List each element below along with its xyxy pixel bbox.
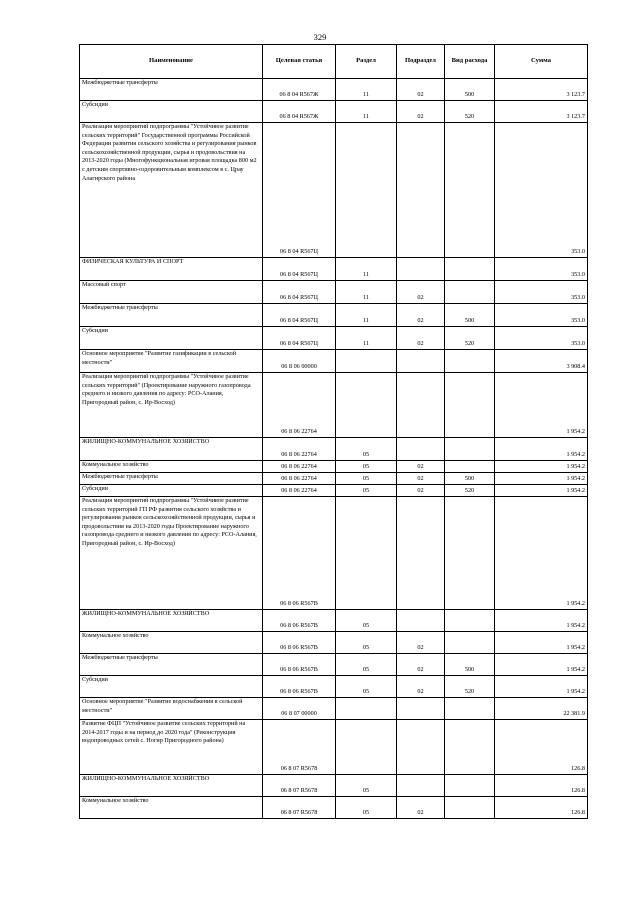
cell-expense-type: 520	[445, 101, 495, 123]
cell-name: Субсидии	[80, 676, 263, 698]
cell-name: Межбюджетные трансферты	[80, 473, 263, 485]
cell-expense-type	[445, 438, 495, 461]
cell-expense-type: 520	[445, 485, 495, 497]
header-expense-type: Вид расхода	[445, 45, 495, 79]
cell-target-article: 06 8 07 00000	[263, 698, 336, 720]
table-row	[80, 304, 588, 327]
table-row	[80, 485, 588, 497]
cell-section: 05	[336, 797, 397, 819]
cell-amount: 3 123.7	[495, 79, 588, 101]
cell-target-article: 06 8 06 22764	[263, 485, 336, 497]
cell-subsection: 02	[397, 654, 445, 676]
cell-amount: 1 954.2	[495, 610, 588, 632]
header-section: Раздел	[336, 45, 397, 79]
cell-amount: 126.8	[495, 775, 588, 797]
cell-target-article: 06 8 06 R567В	[263, 610, 336, 632]
cell-section: 11	[336, 258, 397, 281]
cell-expense-type: 500	[445, 79, 495, 101]
table-row	[80, 698, 588, 720]
cell-subsection: 02	[397, 327, 445, 350]
table-row	[80, 350, 588, 373]
cell-expense-type	[445, 373, 495, 438]
table-row	[80, 473, 588, 485]
cell-target-article: 06 8 04 R567Ж	[263, 101, 336, 123]
cell-target-article: 06 8 04 R567Ц	[263, 327, 336, 350]
table-row	[80, 258, 588, 281]
table-row	[80, 632, 588, 654]
cell-subsection: 02	[397, 797, 445, 819]
cell-expense-type	[445, 281, 495, 304]
cell-target-article: 06 8 04 R567Ц	[263, 281, 336, 304]
cell-subsection: 02	[397, 473, 445, 485]
cell-target-article: 06 8 04 R567Ц	[263, 258, 336, 281]
cell-section: 05	[336, 676, 397, 698]
cell-subsection: 02	[397, 676, 445, 698]
cell-section: 05	[336, 775, 397, 797]
cell-expense-type	[445, 258, 495, 281]
cell-amount: 126.8	[495, 720, 588, 775]
cell-expense-type	[445, 632, 495, 654]
cell-amount: 353.0	[495, 281, 588, 304]
table-row	[80, 438, 588, 461]
cell-section: 11	[336, 281, 397, 304]
cell-name: Коммунальное хозяйство	[80, 461, 263, 473]
table-row	[80, 676, 588, 698]
cell-name: ЖИЛИЩНО-КОММУНАЛЬНОЕ ХОЗЯЙСТВО	[80, 438, 263, 461]
cell-amount: 353.0	[495, 327, 588, 350]
header-name: Наименование	[80, 45, 263, 79]
cell-subsection: 02	[397, 632, 445, 654]
budget-table	[79, 44, 588, 819]
table-row	[80, 101, 588, 123]
header-target-article: Целевая статья	[263, 45, 336, 79]
cell-expense-type	[445, 123, 495, 258]
cell-section: 11	[336, 101, 397, 123]
cell-amount: 1 954.2	[495, 438, 588, 461]
cell-section: 05	[336, 632, 397, 654]
cell-amount: 1 954.2	[495, 473, 588, 485]
table-row	[80, 610, 588, 632]
page-number: 329	[313, 32, 327, 42]
cell-amount: 1 954.2	[495, 373, 588, 438]
cell-name: Субсидии	[80, 327, 263, 350]
cell-expense-type: 500	[445, 654, 495, 676]
cell-amount: 3 908.4	[495, 350, 588, 373]
table-row	[80, 654, 588, 676]
cell-subsection	[397, 720, 445, 775]
cell-expense-type: 520	[445, 676, 495, 698]
cell-section: 11	[336, 304, 397, 327]
cell-subsection	[397, 258, 445, 281]
cell-amount: 1 954.2	[495, 632, 588, 654]
cell-section: 05	[336, 654, 397, 676]
cell-expense-type	[445, 797, 495, 819]
cell-section	[336, 350, 397, 373]
cell-amount: 1 954.2	[495, 676, 588, 698]
cell-amount: 353.0	[495, 258, 588, 281]
table-body	[80, 79, 588, 819]
cell-name: Коммунальное хозяйство	[80, 797, 263, 819]
cell-amount: 353.0	[495, 123, 588, 258]
header-subsection: Подраздел	[397, 45, 445, 79]
cell-target-article: 06 8 06 R567В	[263, 676, 336, 698]
cell-name: Субсидии	[80, 101, 263, 123]
cell-subsection: 02	[397, 281, 445, 304]
cell-target-article: 06 8 07 R5678	[263, 720, 336, 775]
cell-name: Основное мероприятие "Развитие газификации в сельской местности"	[80, 350, 263, 373]
cell-expense-type	[445, 497, 495, 610]
cell-name: ЖИЛИЩНО-КОММУНАЛЬНОЕ ХОЗЯЙСТВО	[80, 775, 263, 797]
cell-section	[336, 373, 397, 438]
cell-subsection	[397, 123, 445, 258]
table-row	[80, 79, 588, 101]
cell-target-article: 06 8 06 R567В	[263, 632, 336, 654]
cell-target-article: 06 8 06 00000	[263, 350, 336, 373]
cell-subsection	[397, 497, 445, 610]
cell-section	[336, 720, 397, 775]
cell-expense-type: 500	[445, 473, 495, 485]
cell-expense-type: 520	[445, 327, 495, 350]
cell-name: Межбюджетные трансферты	[80, 304, 263, 327]
cell-subsection	[397, 350, 445, 373]
cell-amount: 22 381.9	[495, 698, 588, 720]
cell-expense-type	[445, 461, 495, 473]
cell-expense-type	[445, 350, 495, 373]
cell-name: Межбюджетные трансферты	[80, 79, 263, 101]
cell-target-article: 06 8 04 R567Ж	[263, 79, 336, 101]
cell-expense-type	[445, 720, 495, 775]
cell-target-article: 06 8 06 22764	[263, 473, 336, 485]
cell-section	[336, 698, 397, 720]
cell-target-article: 06 8 06 22764	[263, 461, 336, 473]
cell-subsection	[397, 373, 445, 438]
cell-target-article: 06 8 06 R567В	[263, 497, 336, 610]
cell-name: ЖИЛИЩНО-КОММУНАЛЬНОЕ ХОЗЯЙСТВО	[80, 610, 263, 632]
cell-amount: 1 954.2	[495, 485, 588, 497]
cell-expense-type	[445, 775, 495, 797]
cell-name: Коммунальное хозяйство	[80, 632, 263, 654]
cell-subsection: 02	[397, 461, 445, 473]
cell-target-article: 06 8 06 R567В	[263, 654, 336, 676]
cell-section: 11	[336, 327, 397, 350]
cell-name: Реализация мероприятий подпрограммы "Устойчивое развитие сельских территорий" Государственной программы Российской Федерации развития сельского хозяйства и регулирования рынков сельскохозяйственной продукции, сырья и продовольствия на 2013-2020 годы (Многофункциональная игровая площадка 800 м2 с детским спортивно-оздоровительным комплексом в с. Црау Алагирского района	[80, 123, 263, 258]
cell-name: ФИЗИЧЕСКАЯ КУЛЬТУРА И СПОРТ	[80, 258, 263, 281]
table-row	[80, 797, 588, 819]
cell-subsection: 02	[397, 101, 445, 123]
cell-subsection	[397, 698, 445, 720]
cell-name: Межбюджетные трансферты	[80, 654, 263, 676]
cell-name: Развитие ФЦП "Устойчивое развитие сельских территорий на 2014-2017 годы и на период до 2020 года" (Реконструкция водопроводных сетей с. Ногир Пригородного района)	[80, 720, 263, 775]
cell-subsection	[397, 438, 445, 461]
table-row	[80, 461, 588, 473]
cell-section: 11	[336, 79, 397, 101]
cell-target-article: 06 8 04 R567Ц	[263, 304, 336, 327]
cell-target-article: 06 8 04 R567Ц	[263, 123, 336, 258]
cell-amount: 353.0	[495, 304, 588, 327]
cell-section: 05	[336, 461, 397, 473]
cell-subsection: 02	[397, 485, 445, 497]
cell-subsection	[397, 775, 445, 797]
cell-expense-type	[445, 610, 495, 632]
cell-amount: 1 954.2	[495, 654, 588, 676]
cell-section: 05	[336, 438, 397, 461]
table-row	[80, 497, 588, 610]
cell-subsection: 02	[397, 304, 445, 327]
table-row	[80, 775, 588, 797]
cell-target-article: 06 8 06 22764	[263, 373, 336, 438]
cell-name: Реализация мероприятий подпрограммы "Устойчивое развитие сельских территорий" (Проектирование наружного газопровода среднего и низкого давления по адресу: РСО-Алания, Пригородный район, с. Ир-Восход)	[80, 373, 263, 438]
cell-section: 05	[336, 610, 397, 632]
cell-target-article: 06 8 07 R5678	[263, 775, 336, 797]
cell-subsection: 02	[397, 79, 445, 101]
table-row	[80, 281, 588, 304]
cell-name: Субсидии	[80, 485, 263, 497]
cell-section: 05	[336, 473, 397, 485]
table-row	[80, 373, 588, 438]
header-amount: Сумма	[495, 45, 588, 79]
cell-amount: 126.8	[495, 797, 588, 819]
cell-name: Массовый спорт	[80, 281, 263, 304]
cell-section: 05	[336, 485, 397, 497]
cell-target-article: 06 8 06 22764	[263, 438, 336, 461]
table-header-row	[80, 45, 588, 79]
cell-subsection	[397, 610, 445, 632]
cell-target-article: 06 8 07 R5678	[263, 797, 336, 819]
table-row	[80, 720, 588, 775]
cell-amount: 3 123.7	[495, 101, 588, 123]
table-row	[80, 327, 588, 350]
cell-section	[336, 497, 397, 610]
cell-expense-type	[445, 698, 495, 720]
cell-name: Реализация мероприятий подпрограммы "Устойчивое развитие сельских территорий ГП РФ развития сельского хозяйства и регулирования рынков сельскохозяйственной продукции, сырья и продовольствия на 2013-2020 годы Проектирование наружного газопровода среднего и низкого давления по адресу: РСО-Алания, Пригородный район, с. Ир-Восход)	[80, 497, 263, 610]
cell-amount: 1 954.2	[495, 497, 588, 610]
table-row	[80, 123, 588, 258]
cell-amount: 1 954.2	[495, 461, 588, 473]
cell-section	[336, 123, 397, 258]
cell-expense-type: 500	[445, 304, 495, 327]
cell-name: Основное мероприятие "Развитие водоснабжения в сельской местности"	[80, 698, 263, 720]
